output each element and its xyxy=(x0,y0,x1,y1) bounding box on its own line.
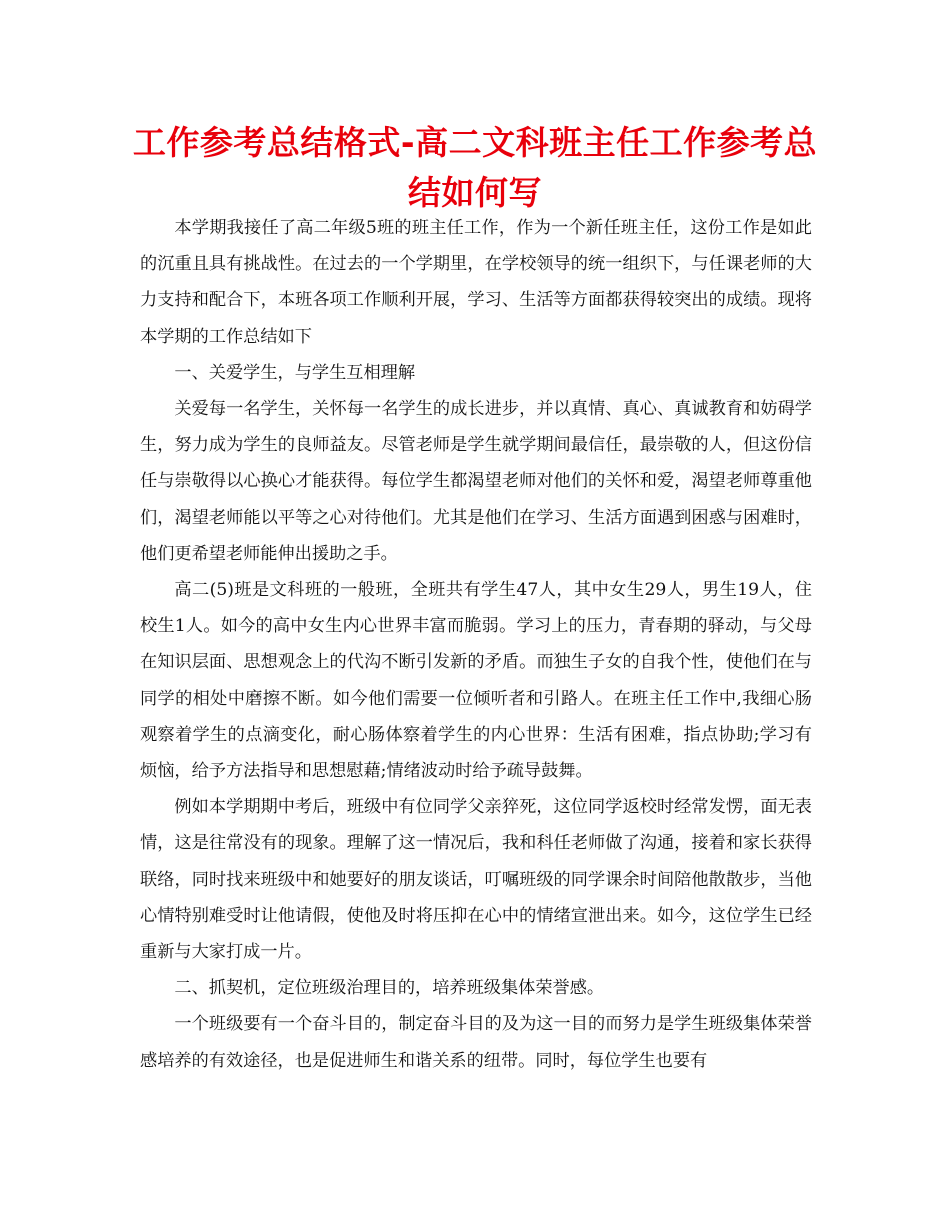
paragraph-class-info: 高二(5)班是文科班的一般班，全班共有学生47人，其中女生29人，男生19人，住校生1人。如今的高中女生内心世界丰富而脆弱。学习上的压力，青春期的驿动，与父母在知识层面、思想观念上的代沟不断引发新的矛盾。而独生子女的自我个性，使他们在与同学的相处中磨擦不断。如今他们需要一位倾听者和引路人。在班主任工作中,我细心肠观察着学生的点滴变化，耐心肠体察着学生的内心世界：生活有困难，指点协助;学习有烦恼，给予方法指导和思想慰藉;情绪波动时给予疏导鼓舞。 xyxy=(140,580,812,782)
document-body xyxy=(140,210,812,1079)
section-heading-2: 二、抓契机，定位班级治理目的，培养班级集体荣誉感。 xyxy=(174,978,605,999)
section-heading-1: 一、关爱学生，与学生互相理解 xyxy=(174,362,416,383)
paragraph-example: 例如本学期期中考后，班级中有位同学父亲猝死，这位同学返校时经常发愣，面无表情，这是往常没有的现象。理解了这一情况后，我和科任老师做了沟通，接着和家长获得联络，同时找来班级中和她要好的朋友谈话，叮嘱班级的同学课余时间陪他散散步，当他心情特别难受时让他请假，使他及时将压抑在心中的情绪宣泄出来。如今，这位学生已经重新与大家打成一片。 xyxy=(140,797,812,963)
document-title: 工作参考总结格式-高二文科班主任工作参考总结如何写 xyxy=(132,123,818,212)
paragraph-intro: 本学期我接任了高二年级5班的班主任工作，作为一个新任班主任，这份工作是如此的沉重且具有挑战性。在过去的一个学期里，在学校领导的统一组织下，与任课老师的大力支持和配合下，本班各项工作顺利开展，学习、生活等方面都获得较突出的成绩。现将本学期的工作总结如下 xyxy=(140,218,812,347)
paragraph-care: 关爱每一名学生，关怀每一名学生的成长进步，并以真情、真心、真诚教育和妨碍学生，努力成为学生的良师益友。尽管老师是学生就学期间最信任，最崇敬的人，但这份信任与崇敬得以心换心才能获得。每位学生都渴望老师对他们的关怀和爱，渴望老师尊重他们，渴望老师能以平等之心对待他们。尤其是他们在学习、生活方面遇到困惑与困难时，他们更希望老师能伸出援助之手。 xyxy=(140,399,812,564)
paragraph-goals: 一个班级要有一个奋斗目的，制定奋斗目的及为这一目的而努力是学生班级集体荣誉感培养的有效途径，也是促进师生和谐关系的纽带。同时，每位学生也要有 xyxy=(140,1014,812,1071)
